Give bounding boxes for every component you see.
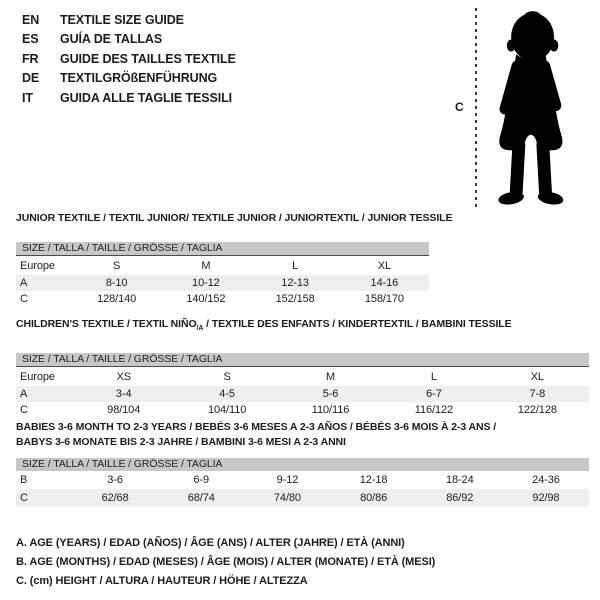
language-title: TEXTILGRÖßENFÜHRUNG	[60, 71, 218, 86]
language-row	[22, 30, 236, 49]
table-row-b	[16, 471, 589, 489]
size-cell: 9-12	[276, 474, 299, 486]
size-cell: 6-9	[193, 474, 210, 486]
row-label: B	[20, 474, 28, 486]
table-row-c	[16, 402, 589, 418]
size-cell: 14-16	[370, 277, 399, 289]
column-header: S	[113, 259, 121, 272]
language-title: TEXTILE SIZE GUIDE	[60, 13, 184, 27]
column-header: L	[430, 370, 437, 383]
legend-notes	[16, 534, 435, 591]
baby-silhouette-icon	[487, 6, 573, 212]
region-label: Europe	[20, 259, 55, 272]
junior-table-title: JUNIOR TEXTILE / TEXTIL JUNIOR/ TEXTILE JUNIOR / JUNIORTEXTIL / JUNIOR TESSILE	[16, 212, 453, 224]
note-age-years: A. AGE (YEARS) / EDAD (AÑOS) / ÂGE (ANS) / ALTER (JAHRE) / ETÀ (ANNI)	[16, 537, 405, 549]
title-subscript: /A	[196, 325, 204, 333]
babies-table-section	[16, 420, 589, 507]
columns-header-row	[16, 256, 429, 275]
size-cell: 4-5	[219, 388, 235, 401]
size-cell: 7-8	[529, 388, 546, 401]
size-cell: 104/110	[207, 404, 247, 417]
height-measure-dotted-line	[475, 8, 477, 211]
language-row	[22, 11, 236, 30]
table-row-a	[16, 386, 589, 402]
language-row	[22, 89, 236, 108]
size-cell: 110/116	[311, 404, 350, 417]
column-header: M	[201, 259, 211, 272]
size-cell: 68/74	[187, 492, 215, 504]
children-table-section	[16, 317, 589, 418]
size-cell: 122/128	[517, 404, 557, 417]
language-row	[22, 50, 236, 69]
language-code: ES	[22, 32, 39, 47]
size-cell: 5-6	[322, 388, 339, 401]
size-header-bar	[16, 458, 589, 471]
size-cell: 116/122	[414, 404, 454, 417]
size-header-bar	[16, 242, 429, 256]
size-cell: 12-13	[281, 277, 309, 289]
size-cell: 152/158	[275, 293, 315, 305]
size-header-text: SIZE / TALLA / TAILLE / GRÖSSE / TAGLIA	[22, 242, 223, 254]
size-cell: 10-12	[192, 277, 220, 289]
language-title: GUIDE DES TAILLES TEXTILE	[60, 51, 236, 66]
table-row-c	[16, 489, 589, 507]
language-code: FR	[22, 51, 39, 66]
size-cell: 12-18	[359, 474, 388, 486]
size-cell: 128/140	[97, 293, 137, 305]
row-label: A	[20, 388, 28, 401]
language-row	[22, 69, 236, 88]
table-row-a	[16, 275, 429, 291]
size-cell: 3-6	[107, 474, 123, 486]
size-cell: 6-7	[426, 388, 442, 401]
size-cell: 80/86	[360, 492, 388, 504]
language-title: GUIDA ALLE TAGLIE TESSILI	[60, 90, 233, 105]
babies-title-line1: BABIES 3-6 MONTH TO 2-3 YEARS / BEBÉS 3-6 MESES A 2-3 AÑOS / BÉBÉS 3-6 MOIS À 2-3 ANS /	[16, 421, 497, 433]
babies-table-title	[16, 420, 589, 450]
region-label: Europe	[20, 370, 55, 383]
size-cell: 8-10	[105, 277, 128, 289]
size-cell: 86/92	[446, 492, 474, 504]
size-header-text: SIZE / TALLA / TAILLE / GRÖSSE / TAGLIA	[22, 458, 223, 470]
children-table-title	[16, 317, 589, 336]
size-cell: 158/170	[364, 293, 404, 305]
title-part: / TEXTILE DES ENFANTS / KINDERTEXTIL / BAMBINI TESSILE	[203, 318, 512, 330]
size-cell: 92/98	[532, 492, 560, 504]
row-label: C	[20, 293, 28, 305]
table-row-c	[16, 291, 429, 307]
size-cell: 140/152	[186, 293, 226, 305]
size-header-bar	[16, 353, 589, 367]
junior-table-section	[16, 211, 453, 307]
language-code: DE	[22, 71, 40, 86]
language-title: GUÍA DE TALLAS	[60, 32, 163, 47]
language-code: EN	[22, 13, 40, 27]
size-cell: 62/68	[101, 492, 129, 504]
column-header: L	[292, 259, 299, 272]
note-height-cm: C. (cm) HEIGHT / ALTURA / HAUTEUR / HÖHE / ALTEZZA	[16, 575, 308, 587]
size-cell: 18-24	[445, 474, 474, 486]
title-part: CHILDREN'S TEXTILE / TEXTIL NIÑO	[16, 318, 197, 330]
language-code: IT	[22, 90, 33, 105]
row-label: A	[20, 277, 28, 289]
column-header: XS	[116, 370, 131, 383]
row-label: C	[20, 492, 28, 504]
height-measure-label: C	[455, 100, 464, 114]
size-cell: 3-4	[115, 388, 132, 401]
size-cell: 74/80	[273, 492, 301, 504]
language-list	[22, 11, 236, 108]
row-label: C	[20, 404, 28, 417]
size-cell: 24-36	[532, 474, 560, 486]
column-header: XL	[530, 370, 544, 383]
column-header: S	[223, 370, 231, 383]
note-age-months: B. AGE (MONTHS) / EDAD (MESES) / ÂGE (MOIS) / ALTER (MONATE) / ETÀ (MESI)	[16, 556, 436, 568]
column-header: XL	[377, 259, 391, 272]
size-header-text: SIZE / TALLA / TAILLE / GRÖSSE / TAGLIA	[22, 353, 223, 366]
column-header: M	[325, 370, 336, 383]
size-cell: 98/104	[107, 404, 141, 417]
columns-header-row	[16, 367, 589, 386]
babies-title-line2: BABYS 3-6 MONATE BIS 2-3 JAHRE / BAMBINI 3-6 MESI A 2-3 ANNI	[16, 436, 346, 448]
